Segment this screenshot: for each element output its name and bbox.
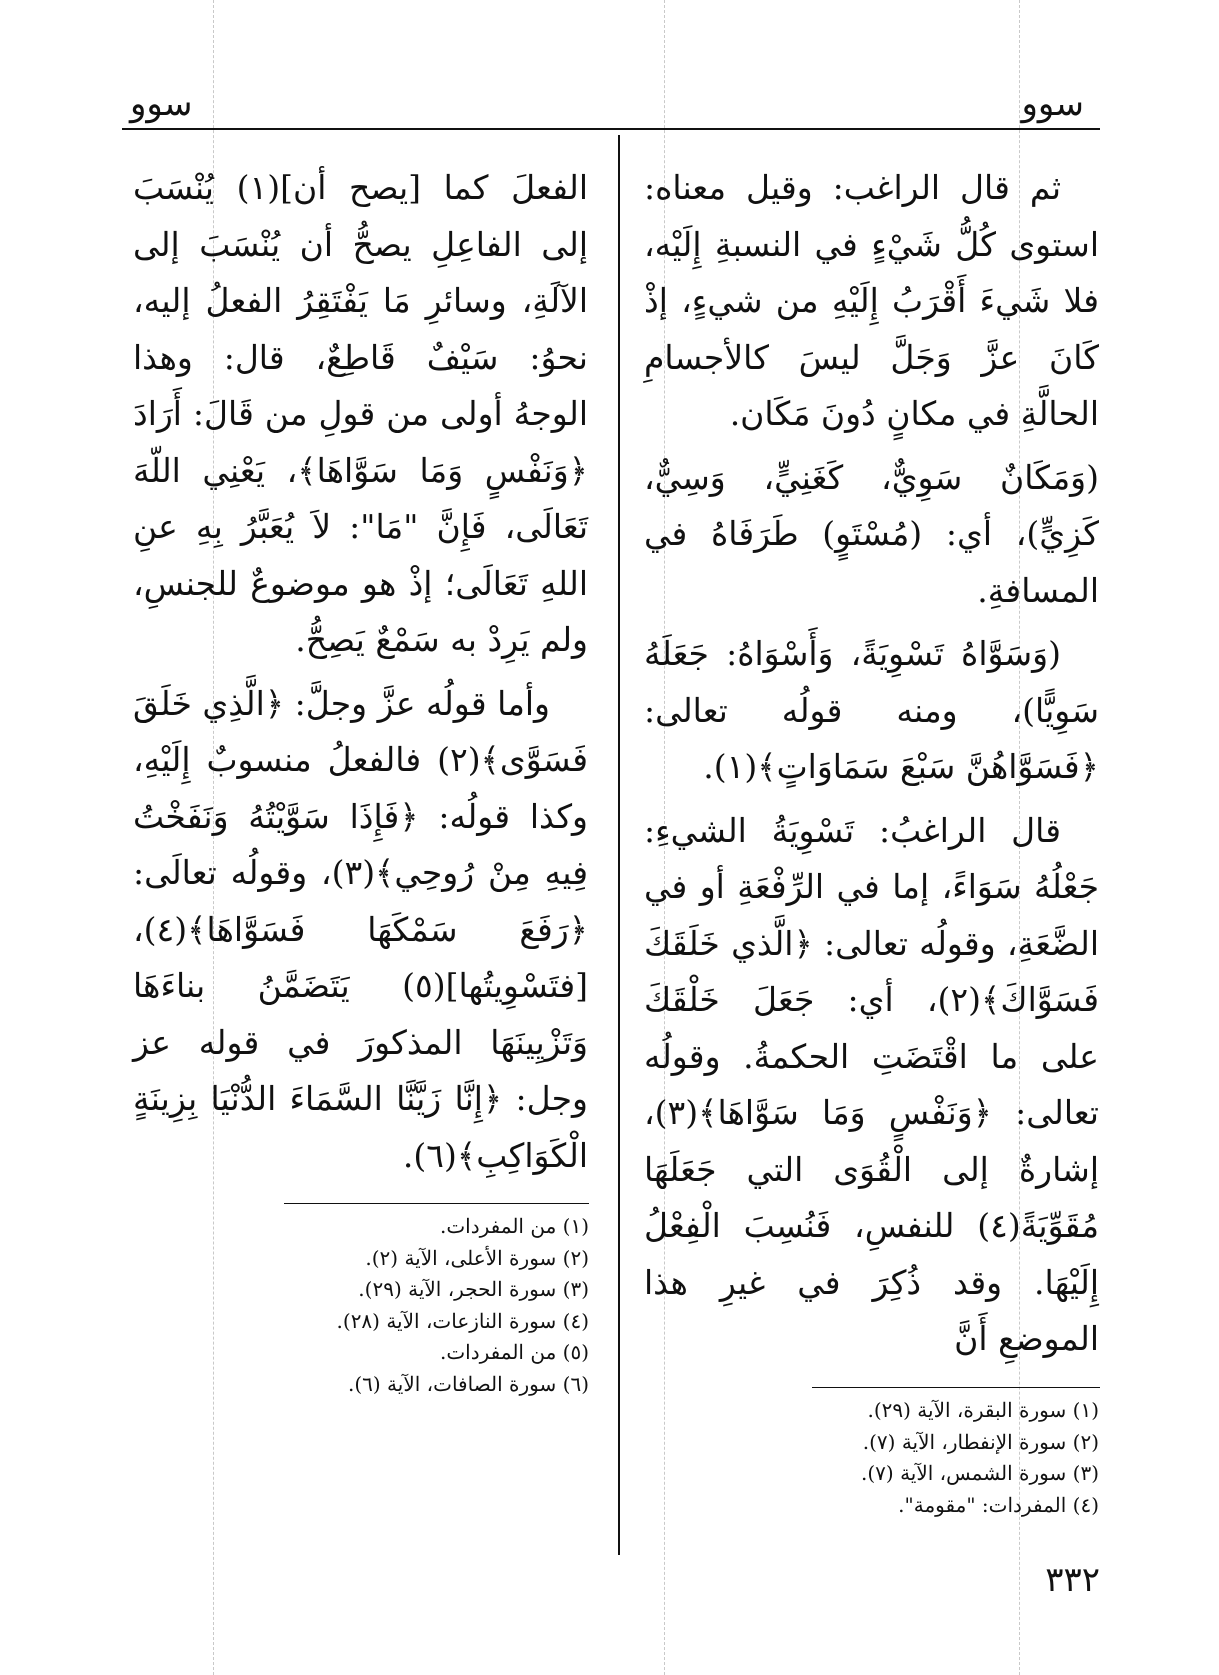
paragraph: وأما قولُه عزَّ وجلَّ: ﴿الَّذِي خَلَقَ فَسَوَّى﴾(٢) فالفعلُ منسوبٌ إِلَيْهِ، وكذا قولُه: ﴿فَإِذَا سَوَّيْتُهُ وَنَفَخْتُ فِيهِ مِنْ رُوحِي﴾(٣)، وقولُه تعالَى: ﴿رَفَعَ سَمْكَهَا فَسَوَّاهَا﴾(٤)، [فتَسْوِيتُها](٥) يَتَضَمَّنُ بناءَهَا وَتَزْيِينَهَا المذكورَ في قوله عز وجل: ﴿إِنَّا زَيَّنَّا السَّمَاءَ الدُّنْيَا بِزِينَةٍ الْكَوَاكِبِ﴾(٦).	[133, 683, 588, 1175]
footnote: (٢) سورة الأعلى، الآية (٢).	[365, 1245, 589, 1270]
footnote: (٣) سورة الحجر، الآية (٢٩).	[358, 1277, 589, 1301]
running-header-left: سوو	[130, 84, 193, 124]
footnote-rule-right	[812, 1387, 1100, 1388]
footnote-rule-left	[284, 1203, 589, 1204]
footnote: (٤) سورة النازعات، الآية (٢٨).	[336, 1308, 589, 1333]
footnote: (٦) سورة الصافات، الآية (٦).	[347, 1371, 589, 1396]
paragraph: ثم قال الراغب: وقيل معناه: استوى كُلُّ شَيْءٍ في النسبةِ إِلَيْه، فلا شَيءَ أَقْرَبُ إِلَيْهِ من شيءٍ، إذْ كَانَ عزَّ وَجَلَّ ليسَ كالأجسامِ الحالَّةِ في مكانٍ دُونَ مَكَان.	[644, 168, 1099, 433]
footnote: (٢) سورة الإنفطار، الآية (٧).	[862, 1429, 1099, 1454]
footnote: (١) سورة البقرة، الآية (٢٩).	[867, 1398, 1099, 1422]
running-header-right: سوو	[1021, 84, 1084, 124]
page-number: ٣٣٢	[1045, 1560, 1100, 1600]
paragraph: (وَمَكَانٌ سَوِيٌّ، كَغَنِيٍّ، وَسِيٌّ، كَزِيٍّ)، أي: (مُسْتَوٍ) طَرَفَاهُ في المسافةِ.	[644, 457, 1099, 610]
footnote: (٣) سورة الشمس، الآية (٧).	[860, 1461, 1099, 1485]
footnote: (٥) من المفردات.	[439, 1340, 589, 1364]
column-divider	[618, 135, 620, 1555]
footnote: (١) من المفردات.	[439, 1214, 589, 1238]
header-rule	[122, 128, 1100, 130]
footnote: (٤) المفردات: "مقومة".	[898, 1492, 1099, 1517]
footnotes-right	[809, 1395, 1099, 1521]
right-column-text	[644, 160, 1099, 1375]
footnotes-left	[279, 1211, 589, 1400]
paragraph: (وَسَوَّاهُ تَسْوِيَةً، وَأَسْوَاهُ: جَعَلَهُ سَوِيًّا)، ومنه قولُه تعالى: ﴿فَسَوَّاهُنَّ سَبْعَ سَمَاوَاتٍ﴾(١).	[644, 634, 1099, 786]
left-column-text	[133, 160, 588, 1191]
paragraph: الفعلَ كما [يصح أن](١) يُنْسَبَ إلى الفاعِلِ يصحُّ أن يُنْسَبَ إلى الآلَةِ، وسائرِ مَا يَفْتَقِرُ الفعلُ إليه، نحوُ: سَيْفٌ قَاطِعٌ، قال: وهذا الوجهُ أولى من قولِ من قَالَ: أَرَادَ ﴿وَنَفْسٍ وَمَا سَوَّاهَا﴾، يَعْنِي اللّهَ تَعَالَى، فَإِنَّ "مَا": لاَ يُعَبَّرُ بِهِ عنِ اللهِ تَعَالَى؛ إذْ هو موضوعٌ للجنسِ، ولم يَرِدْ به سَمْعٌ يَصِحُّ.	[133, 168, 588, 659]
paragraph: قال الراغبُ: تَسْوِيَةُ الشيءِ: جَعْلُهُ سَوَاءً، إما في الرِّفْعَةِ أو في الضَّعَةِ، وقولُه تعالى: ﴿الَّذي خَلَقَكَ فَسَوَّاكَ﴾(٢)، أي: جَعَلَ خَلْقَكَ على ما اقْتَضَتِ الحكمةُ. وقولُه تعالى: ﴿وَنَفْسٍ وَمَا سَوَّاهَا﴾(٣)، إشارةٌ إلى الْقُوَى التي جَعَلَهَا مُقَوِّيَةً(٤) للنفسِ، فَنُسِبَ الْفِعْلُ إِلَيْهَا. وقد ذُكِرَ في غيرِ هذا الموضعِ أَنَّ	[644, 810, 1099, 1358]
